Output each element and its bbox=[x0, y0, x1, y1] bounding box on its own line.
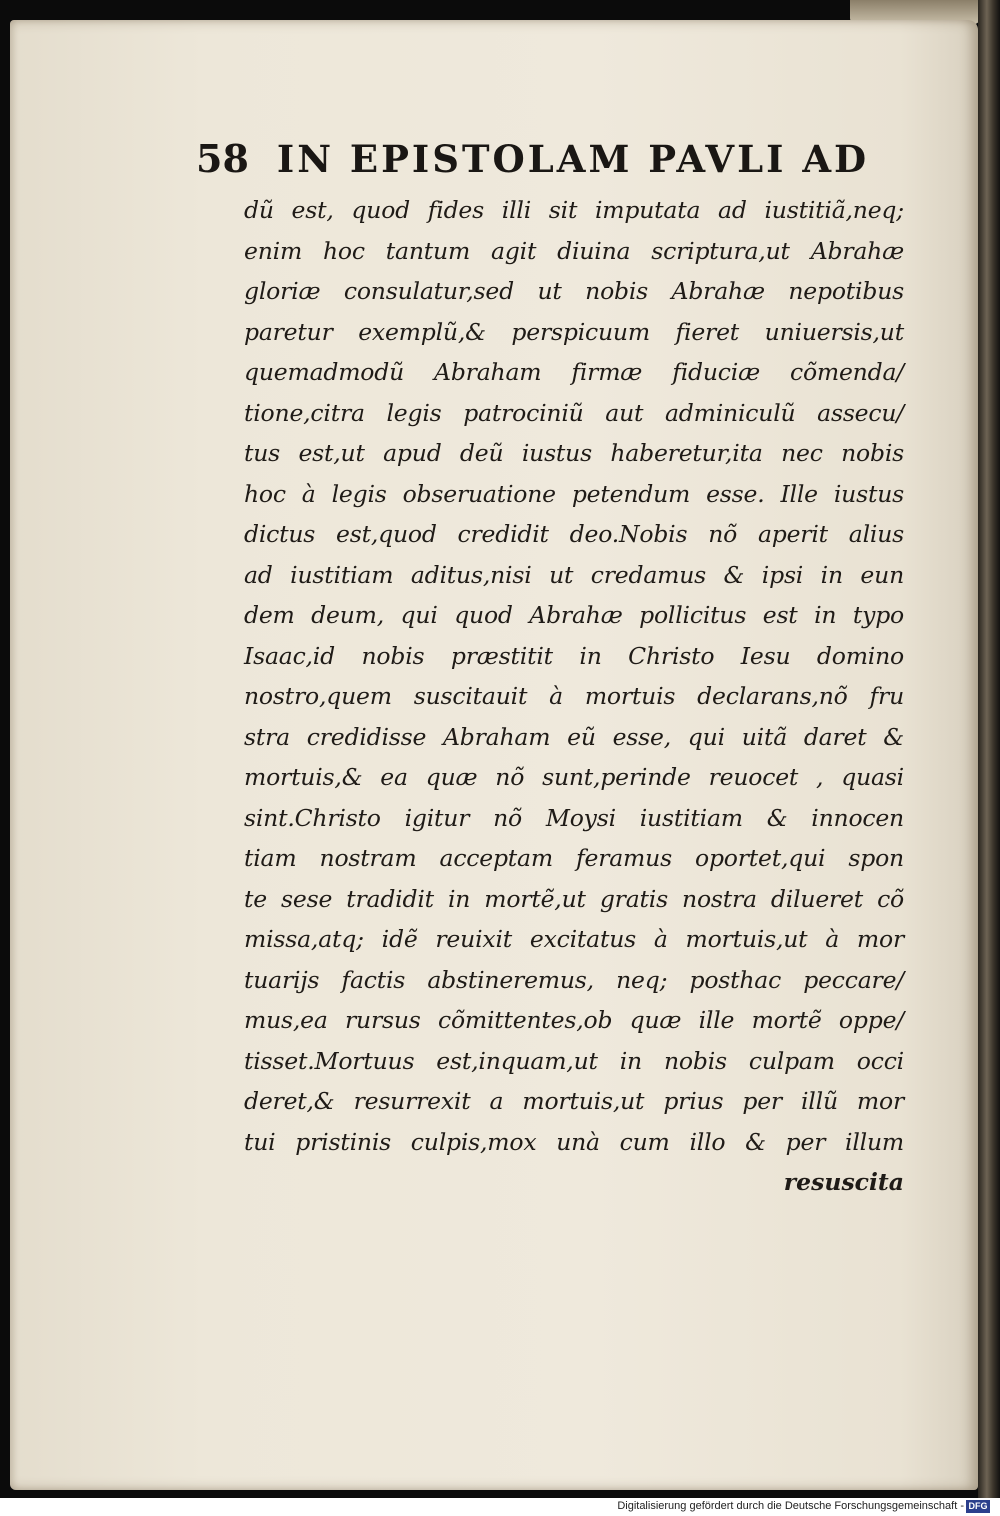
footer-credit: Digitalisierung gefördert durch die Deutsche Forschungsgemeinschaft - bbox=[617, 1500, 964, 1512]
text-line: gloriæ consulatur,sed ut nobis Abrahæ nepotibus bbox=[244, 277, 904, 305]
page-number: 58 bbox=[196, 136, 249, 181]
text-line: tus est,ut apud deũ iustus haberetur,ita nec nobis bbox=[244, 439, 904, 467]
text-line: stra credidisse Abraham eũ esse, qui uitã daret & bbox=[244, 722, 904, 751]
book-edge bbox=[978, 0, 1000, 1498]
catchword-line bbox=[244, 1162, 904, 1203]
text-line: tione,citra legis patrociniũ aut adminiculũ assecu/ bbox=[244, 398, 904, 427]
running-head bbox=[196, 136, 901, 181]
text-line: tui pristinis culpis,mox unà cum illo & per illum bbox=[244, 1127, 904, 1156]
text-line: mortuis,& ea quæ nõ sunt,perinde reuocet , quasi bbox=[244, 763, 904, 791]
text-line: sint.Christo igitur nõ Moysi iustitiam & innocen bbox=[244, 803, 904, 832]
text-line: enim hoc tantum agit diuina scriptura,ut Abrahæ bbox=[244, 236, 904, 265]
text-line: paretur exemplũ,& perspicuum fieret uniuersis,ut bbox=[244, 317, 904, 346]
text-line: dem deum, qui quod Abrahæ pollicitus est in typo bbox=[244, 601, 904, 629]
text-line: quemadmodũ Abraham firmæ fiduciæ cõmenda/ bbox=[244, 358, 904, 386]
dfg-logo: DFG bbox=[966, 1500, 990, 1513]
catchword: resuscita bbox=[783, 1168, 904, 1196]
text-line: dũ est, quod fides illi sit imputata ad iustitiã,neq; bbox=[244, 196, 904, 224]
text-block bbox=[244, 190, 904, 1203]
text-line: hoc à legis obseruatione petendum esse. Ille iustus bbox=[244, 479, 904, 508]
text-line: Isaac,id nobis præstitit in Christo Iesu domino bbox=[244, 641, 904, 670]
running-head-title: IN EPISTOLAM PAVLI AD bbox=[276, 137, 870, 181]
text-line: tisset.Mortuus est,inquam,ut in nobis culpam occi bbox=[244, 1046, 904, 1075]
text-line: mus,ea rursus cõmittentes,ob quæ ille mortẽ oppe/ bbox=[244, 1006, 904, 1034]
text-line: ad iustitiam aditus,nisi ut credamus & ipsi in eun bbox=[244, 560, 904, 589]
text-line: dictus est,quod credidit deo.Nobis nõ aperit alius bbox=[244, 520, 904, 548]
text-line: nostro,quem suscitauit à mortuis declarans,nõ fru bbox=[244, 682, 904, 710]
text-line: te sese tradidit in mortẽ,ut gratis nostra dilueret cõ bbox=[244, 884, 904, 913]
text-line: tiam nostram acceptam feramus oportet,qui spon bbox=[244, 844, 904, 872]
text-line: tuarijs factis abstineremus, neq; posthac peccare/ bbox=[244, 965, 904, 994]
text-line: missa,atq; idẽ reuixit excitatus à mortuis,ut à mor bbox=[244, 925, 904, 953]
text-line: deret,& resurrexit a mortuis,ut prius per illũ mor bbox=[244, 1087, 904, 1115]
